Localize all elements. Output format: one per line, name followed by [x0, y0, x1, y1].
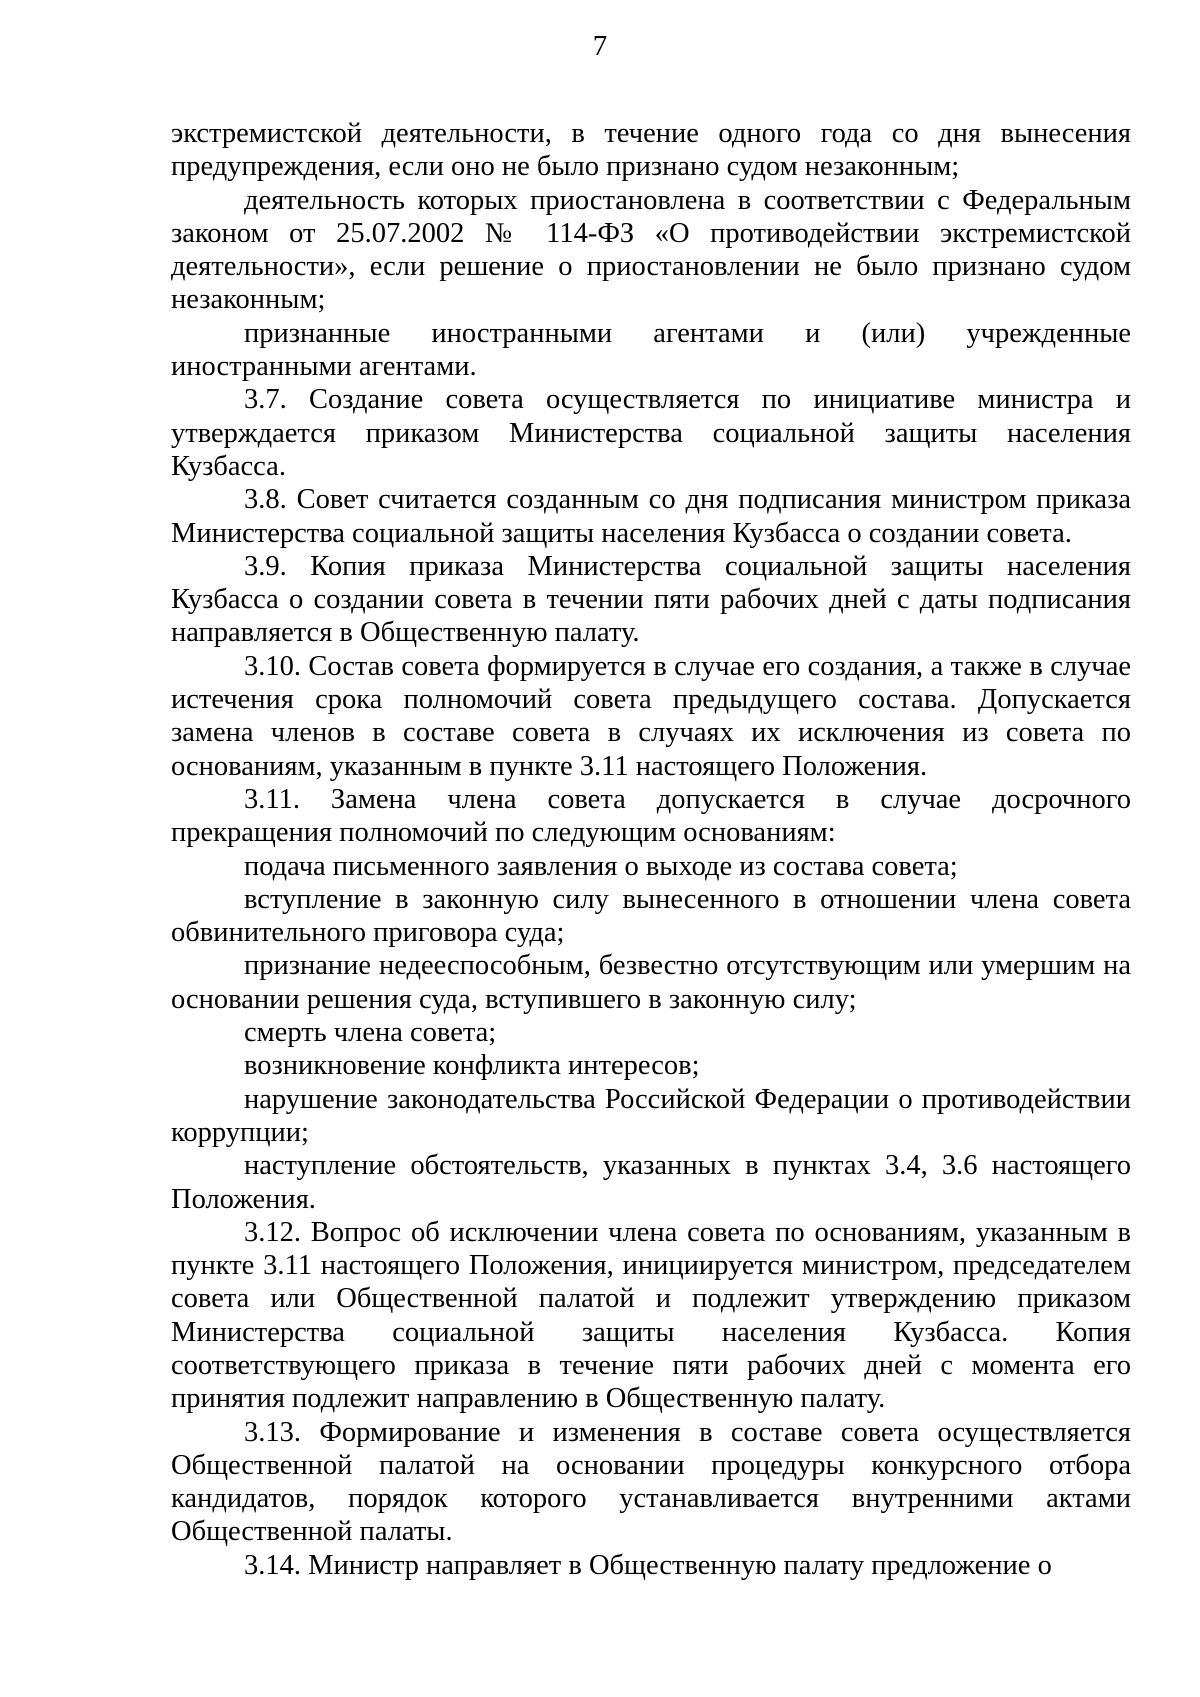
page-number: 7 [592, 30, 608, 62]
paragraph: деятельность которых приостановлена в соответствии с Федеральным законом от 25.07.2002 № 114-ФЗ «О противодействии экстремистской деятельности», если решение о приостановлении не было признано судом незаконным; [171, 184, 1131, 316]
paragraph: 3.11. Замена члена совета допускается в случае досрочного прекращения полномочий по следующим основаниям: [171, 783, 1131, 849]
paragraph: смерть члена совета; [244, 1017, 497, 1049]
paragraph: возникновение конфликта интересов; [244, 1050, 700, 1082]
paragraph: нарушение законодательства Российской Федерации о противодействии коррупции; [171, 1083, 1131, 1148]
paragraph: вступление в законную силу вынесенного в отношении члена совета обвинительного приговора суда; [171, 883, 1131, 949]
paragraph: 3.8. Совет считается созданным со дня подписания министром приказа Министерства социальной защиты населения Кузбасса о создании совета. [171, 484, 1131, 549]
paragraph: 3.13. Формирование и изменения в составе совета осуществляется Общественной палатой на основании процедуры конкурсного отбора кандидатов, порядок которого устанавливается внутренними актами Общественной палаты. [171, 1416, 1131, 1548]
paragraph: наступление обстоятельств, указанных в пунктах 3.4, 3.6 настоящего Положения. [171, 1150, 1131, 1215]
paragraph: 3.9. Копия приказа Министерства социальной защиты населения Кузбасса о создании совета в течении пяти рабочих дней с даты подписания направляется в Общественную палату. [171, 550, 1131, 649]
paragraph: признание недееспособным, безвестно отсутствующим или умершим на основании решения суда, вступившего в законную силу; [171, 950, 1131, 1015]
paragraph: 3.14. Министр направляет в Общественную палату предложение о [244, 1549, 1052, 1581]
document-body [171, 117, 1131, 1582]
paragraph: экстремистской деятельности, в течение одного года со дня вынесения предупреждения, если оно не было признано судом незаконным; [171, 118, 1131, 183]
paragraph: подача письменного заявления о выходе из состава совета; [244, 850, 958, 882]
paragraph: 3.7. Создание совета осуществляется по инициативе министра и утверждается приказом Министерства социальной защиты населения Кузбасса. [171, 384, 1131, 482]
paragraph: признанные иностранными агентами и (или) учрежденные иностранными агентами. [171, 317, 1131, 383]
paragraph: 3.10. Состав совета формируется в случае его создания, а также в случае истечения срока полномочий совета предыдущего состава. Допускается замена членов в составе совета в случаях их исключения из совета по основаниям, указанным в пункте 3.11 настоящего Положения. [171, 650, 1131, 782]
paragraph: 3.12. Вопрос об исключении члена совета по основаниям, указанным в пункте 3.11 настоящего Положения, инициируется министром, председателем совета или Общественной палатой и подлежит утверждению приказом Министерства социальной защиты населения Кузбасса. Копия соответствующего приказа в течение пяти рабочих дней с момента его принятия подлежит направлению в Общественную палату. [171, 1216, 1131, 1415]
